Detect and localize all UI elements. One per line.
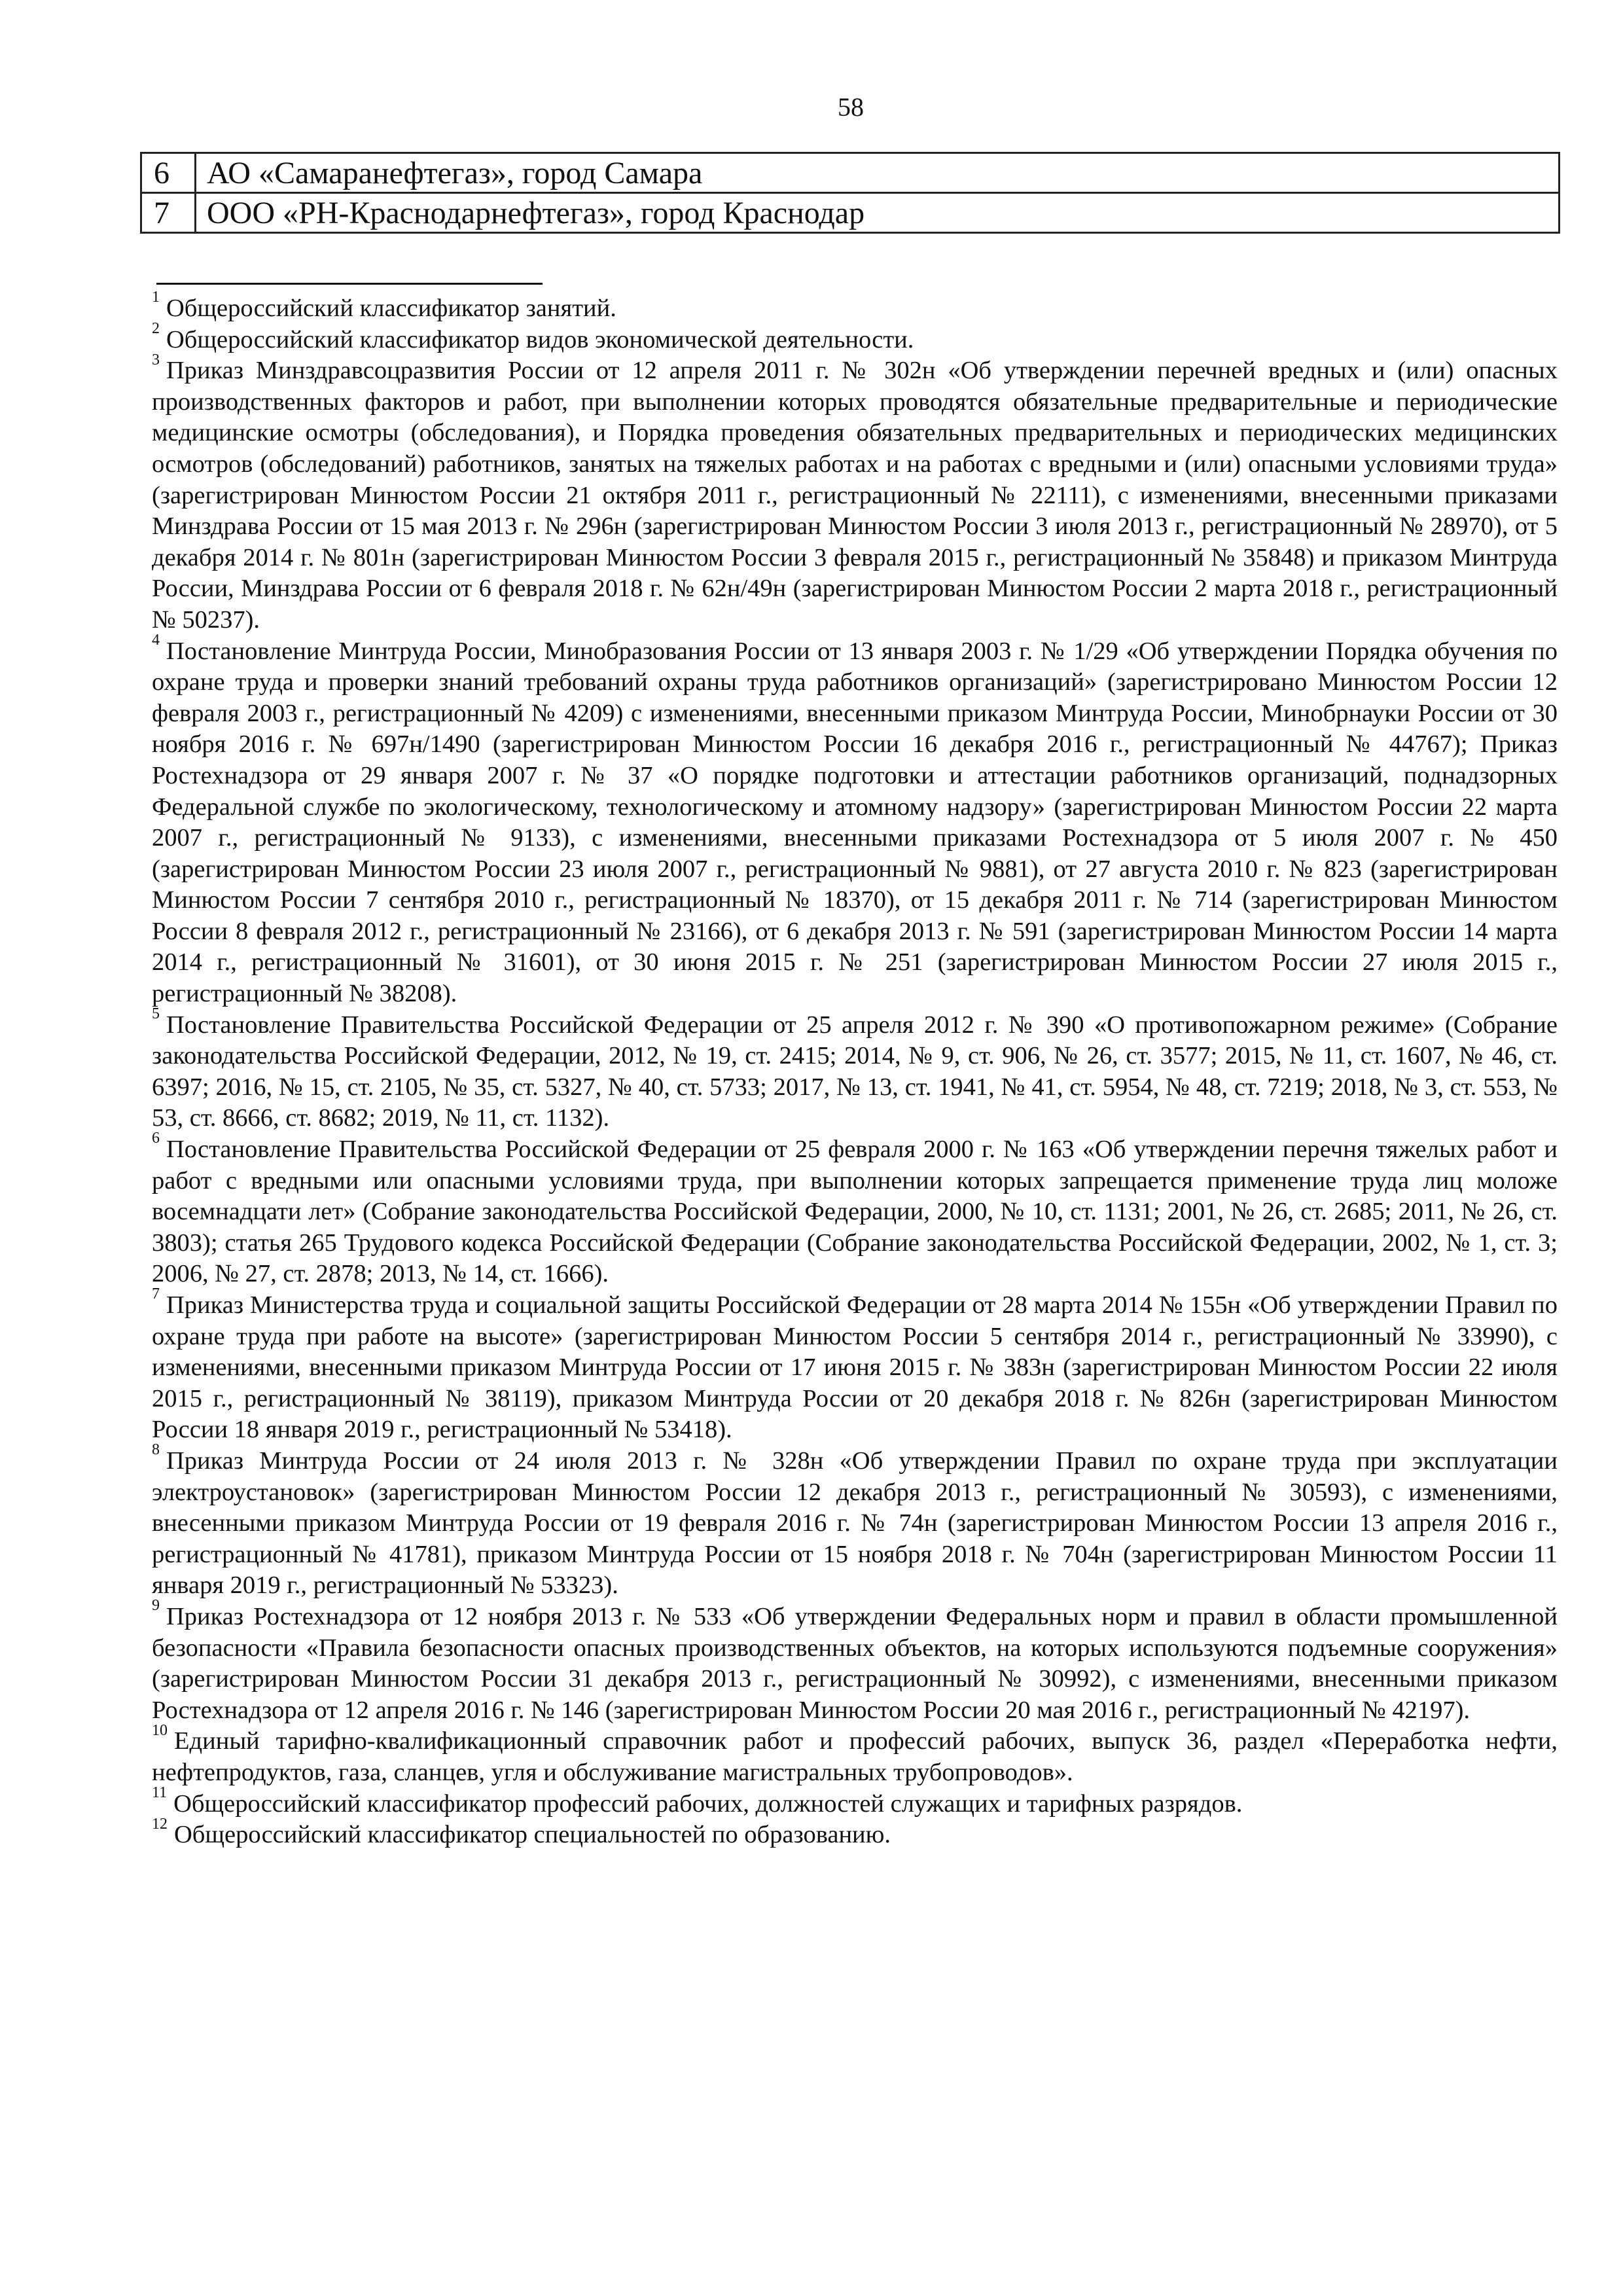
footnote-text: Общероссийский классификатор видов экономической деятельности.: [166, 325, 914, 353]
footnote-1: [152, 289, 1558, 325]
footnote-5: [152, 1005, 1558, 1134]
footnote-11: [152, 1784, 1558, 1820]
footnote-12: [152, 1815, 1558, 1851]
footnote-text: Общероссийский классификатор занятий.: [166, 295, 616, 322]
footnote-marker: 6: [152, 1130, 160, 1147]
footnote-text: Приказ Минздравсоцразвития России от 12 апреля 2011 г. № 302н «Об утверждении перечней вредных и (или) опасных производственных факторов и работ, при выполнении которых проводятся обязательные предварительные и периодические медицинские осмотры (обследования), и Порядка проведения обязательных предварительных и периодических медицинских осмотров (обследований) работников, занятых на тяжелых работах и на работах с вредными и (или) опасными условиями труда» (зарегистрирован Минюстом России 21 октября 2011 г., регистрационный № 22111), с изменениями, внесенными приказами Минздрава России от 15 мая 2013 г. № 296н (зарегистрирован Минюстом России 3 июля 2013 г., регистрационный № 28970), от 5 декабря 2014 г. № 801н (зарегистрирован Минюстом России 3 февраля 2015 г., регистрационный № 35848) и приказом Минтруда России, Минздрава России от 6 февраля 2018 г. № 62н/49н (зарегистрирован Минюстом России 2 марта 2018 г., регистрационный № 50237).: [152, 357, 1558, 634]
footnotes-list: [152, 289, 1558, 1851]
footnote-text: Общероссийский классификатор профессий рабочих, должностей служащих и тарифных разрядов.: [173, 1789, 1243, 1818]
footnote-9: [152, 1597, 1558, 1726]
footnote-text: Приказ Минтруда России от 24 июля 2013 г. № 328н «Об утверждении Правил по охране труда при эксплуатации электроустановок» (зарегистрирован Минюстом России 12 декабря 2013 г., регистрационный № 30593), с изменениями, внесенными приказом Минтруда России от 19 февраля 2016 г. № 74н (зарегистрирован Минюстом России 13 апреля 2016 г., регистрационный № 41781), приказом Минтруда России от 15 ноября 2018 г. № 704н (зарегистрирован Минюстом России 11 января 2019 г., регистрационный № 53323).: [152, 1446, 1558, 1600]
footnote-marker: 8: [152, 1441, 160, 1459]
footnote-8: [152, 1441, 1558, 1602]
footnote-text: Приказ Министерства труда и социальной защиты Российской Федерации от 28 марта 2014 № 155н «Об утверждении Правил по охране труда при работе на высоте» (зарегистрирован Минюстом России 5 сентября 2014 г., регистрационный № 33990), с изменениями, внесенными приказом Минтруда России от 17 июня 2015 г. № 383н (зарегистрирован Минюстом России 22 июля 2015 г., регистрационный № 38119), приказом Минтруда России от 20 декабря 2018 г. № 826н (зарегистрирован Минюстом России 18 января 2019 г., регистрационный № 53418).: [152, 1291, 1558, 1444]
table-row: [141, 153, 1560, 193]
footnote-text: Постановление Минтруда России, Минобразования России от 13 января 2003 г. № 1/29 «Об утверждении Порядка обучения по охране труда и проверки знаний требований охраны труда работников организаций» (зарегистрировано Минюстом России 12 февраля 2003 г., регистрационный № 4209) с изменениями, внесенными приказом Минтруда России, Минобрнауки России от 30 ноября 2016 г. № 697н/1490 (зарегистрирован Минюстом России 16 декабря 2016 г., регистрационный № 44767); Приказ Ростехнадзора от 29 января 2007 г. № 37 «О порядке подготовки и аттестации работников организаций, поднадзорных Федеральной службе по экологическому, технологическому и атомному надзору» (зарегистрирован Минюстом России 22 марта 2007 г., регистрационный № 9133), с изменениями, внесенными приказами Ростехнадзора от 5 июля 2007 г. № 450 (зарегистрирован Минюстом России 23 июля 2007 г., регистрационный № 9881), от 27 августа 2010 г. № 823 (зарегистрирован Минюстом России 7 сентября 2010 г., регистрационный № 18370), от 15 декабря 2011 г. № 714 (зарегистрирован Минюстом России 8 февраля 2012 г., регистрационный № 23166), от 6 декабря 2013 г. № 591 (зарегистрирован Минюстом России 14 марта 2014 г., регистрационный № 31601), от 30 июня 2015 г. № 251 (зарегистрирован Минюстом России 27 июля 2015 г., регистрационный № 38208).: [152, 637, 1558, 1008]
organizations-table: [140, 152, 1560, 234]
row-number: 6: [141, 153, 196, 193]
footnote-text: Единый тарифно-квалификационный справочник работ и профессий рабочих, выпуск 36, раздел «Переработка нефти, нефтепродуктов, газа, сланцев, угля и обслуживание магистральных трубопроводов».: [152, 1727, 1558, 1786]
footnote-10: [152, 1721, 1558, 1788]
footnote-marker: 5: [152, 1005, 160, 1023]
footnote-6: [152, 1130, 1558, 1290]
row-number: 7: [141, 193, 196, 233]
footnote-marker: 11: [152, 1784, 168, 1801]
footnote-text: Постановление Правительства Российской Федерации от 25 февраля 2000 г. № 163 «Об утверждении перечня тяжелых работ и работ с вредными или опасными условиями труда, при выполнении которых запрещается применение труда лиц моложе восемнадцати лет» (Собрание законодательства Российской Федерации, 2000, № 10, ст. 1131; 2001, № 26, ст. 2685; 2011, № 26, ст. 3803); статья 265 Трудового кодекса Российской Федерации (Собрание законодательства Российской Федерации, 2002, № 1, ст. 3; 2006, № 27, ст. 2878; 2013, № 14, ст. 1666).: [152, 1136, 1558, 1288]
footnote-3: [152, 351, 1558, 636]
footnote-separator: [156, 283, 543, 285]
footnote-marker: 3: [152, 351, 160, 368]
footnote-text: Общероссийский классификатор специальностей по образованию.: [174, 1821, 891, 1849]
footnote-marker: 2: [152, 320, 160, 337]
footnote-marker: 4: [152, 631, 160, 649]
footnote-marker: 12: [152, 1815, 168, 1833]
footnote-marker: 7: [152, 1285, 160, 1303]
footnote-marker: 10: [152, 1721, 168, 1739]
organization-name: ООО «РН-Краснодарнефтегаз», город Краснодар: [196, 193, 1560, 233]
footnote-4: [152, 631, 1558, 1010]
footnote-7: [152, 1285, 1558, 1446]
organization-name: АО «Самаранефтегаз», город Самара: [196, 153, 1560, 193]
footnote-2: [152, 320, 1558, 356]
footnote-text: Постановление Правительства Российской Федерации от 25 апреля 2012 г. № 390 «О противопожарном режиме» (Собрание законодательства Российской Федерации, 2012, № 19, ст. 2415; 2014, № 9, ст. 906, № 26, ст. 3577; 2015, № 11, ст. 1607, № 46, ст. 6397; 2016, № 15, ст. 2105, № 35, ст. 5327, № 40, ст. 5733; 2017, № 13, ст. 1941, № 41, ст. 5954, № 48, ст. 7219; 2018, № 3, ст. 553, № 53, ст. 8666, ст. 8682; 2019, № 11, ст. 1132).: [152, 1011, 1558, 1132]
footnote-marker: 9: [152, 1597, 160, 1615]
table-row: [141, 193, 1560, 233]
page-number: 58: [838, 92, 864, 122]
footnote-text: Приказ Ростехнадзора от 12 ноября 2013 г. № 533 «Об утверждении Федеральных норм и правил в области промышленной безопасности «Правила безопасности опасных производственных объектов, на которых используются подъемные сооружения» (зарегистрирован Минюстом России 31 декабря 2013 г., регистрационный № 30992), с изменениями, внесенными приказом Ростехнадзора от 12 апреля 2016 г. № 146 (зарегистрирован Минюстом России 20 мая 2016 г., регистрационный № 42197).: [152, 1602, 1558, 1724]
footnote-marker: 1: [152, 289, 160, 306]
